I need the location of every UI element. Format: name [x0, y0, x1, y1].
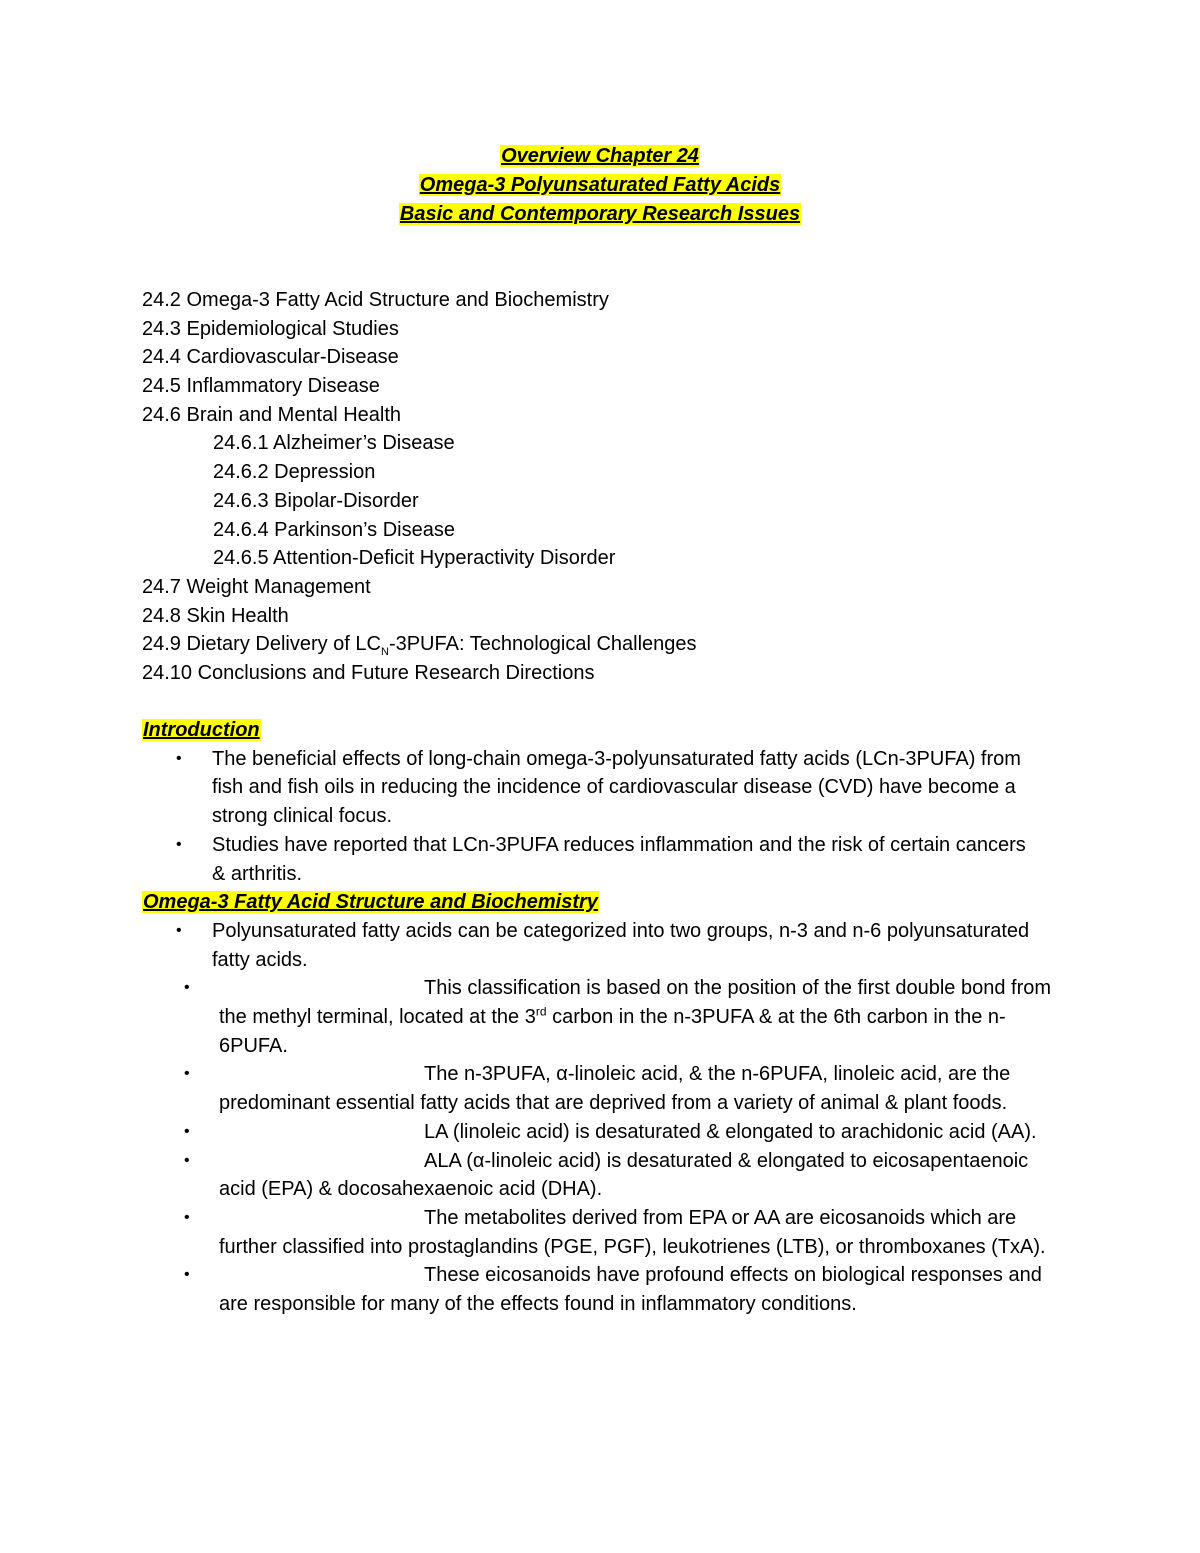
- toc-item-text: -3PUFA: Technological Challenges: [388, 633, 697, 656]
- toc-item: 24.7 Weight Management: [142, 575, 371, 598]
- toc-subitem: 24.6.3 Bipolar-Disorder: [213, 489, 419, 512]
- text-run: This classification is based on the position of the first double bond from the methyl terminal, located at the 3: [219, 977, 1052, 1028]
- toc-item-subscript: N: [380, 646, 389, 659]
- bullet-icon: •: [184, 1122, 190, 1140]
- title-line-1: [0, 142, 1200, 171]
- list-item-text: The metabolites derived from EPA or AA are eicosanoids which are further classified into prostaglandins (PGE, PGF), leukotrienes (LTB), or thromboxanes (TxA).: [219, 1206, 1046, 1258]
- document-body: [142, 716, 1072, 1319]
- document-title-block: [0, 142, 1200, 229]
- title-chapter: Overview Chapter 24: [501, 145, 699, 167]
- section-heading-introduction: [142, 716, 1072, 745]
- list-item: [142, 1060, 1072, 1117]
- text-run: carbon in the n-3PUFA & at the 6th carbon in the n-6PUFA.: [219, 1006, 1006, 1057]
- section-heading-text: Introduction: [143, 719, 260, 741]
- title-line-3: [0, 200, 1200, 229]
- toc-subitem: 24.6.1 Alzheimer’s Disease: [213, 432, 455, 455]
- bullet-icon: •: [184, 1065, 190, 1083]
- bullet-icon: •: [176, 835, 182, 853]
- toc-item: 24.5 Inflammatory Disease: [142, 375, 380, 398]
- list-item: [142, 974, 1072, 1060]
- bullet-icon: •: [184, 1151, 190, 1169]
- toc-item-dietary-delivery: [142, 630, 697, 659]
- toc-item: 24.8 Skin Health: [142, 604, 289, 627]
- title-subtitle: Basic and Contemporary Research Issues: [399, 203, 801, 225]
- list-item: [142, 1147, 1072, 1204]
- toc-item-text: 24.9 Dietary Delivery of LC: [142, 633, 381, 656]
- list-item-text: LA (linoleic acid) is desaturated & elongated to arachidonic acid (AA).: [424, 1120, 1037, 1143]
- list-item-text: Polyunsaturated fatty acids can be categorized into two groups, n-3 and n-6 polyunsaturated fatty acids.: [212, 919, 1030, 971]
- toc-subitem: 24.6.2 Depression: [213, 461, 376, 484]
- toc-item: 24.6 Brain and Mental Health: [142, 403, 402, 426]
- toc-subitem: 24.6.4 Parkinson’s Disease: [213, 518, 455, 541]
- list-item-text: These eicosanoids have profound effects on biological responses and are responsible for many of the effects found in inflammatory conditions.: [219, 1264, 1042, 1316]
- toc-item: 24.4 Cardiovascular-Disease: [142, 346, 399, 369]
- list-item: [142, 917, 1072, 974]
- bullet-icon: •: [184, 1208, 190, 1226]
- superscript: rd: [535, 1004, 547, 1019]
- list-item-text: The n-3PUFA, α-linoleic acid, & the n-6PUFA, linoleic acid, are the predominant essential fatty acids that are deprived from a variety of animal & plant foods.: [219, 1063, 1011, 1115]
- bullet-icon: •: [176, 749, 182, 767]
- list-item-text: Studies have reported that LCn-3PUFA reduces inflammation and the risk of certain cancers & arthritis.: [212, 833, 1026, 885]
- title-topic: Omega-3 Polyunsaturated Fatty Acids: [419, 174, 781, 196]
- list-item: [142, 1261, 1072, 1318]
- table-of-contents: [142, 286, 697, 688]
- list-item-text: The beneficial effects of long-chain omega-3-polyunsaturated fatty acids (LCn-3PUFA) from fish and fish oils in reducing the incidence of cardiovascular disease (CVD) have become a strong clinical focus.: [212, 747, 1021, 828]
- bullet-icon: •: [184, 1266, 190, 1284]
- toc-item: 24.3 Epidemiological Studies: [142, 317, 399, 340]
- toc-item: 24.2 Omega-3 Fatty Acid Structure and Biochemistry: [142, 289, 609, 311]
- list-item: [142, 1118, 1072, 1147]
- bullet-icon: •: [176, 921, 182, 939]
- section-heading-text: Omega-3 Fatty Acid Structure and Biochemistry: [143, 891, 598, 914]
- list-item-text: ALA (α-linoleic acid) is desaturated & elongated to eicosapentaenoic acid (EPA) & docosahexaenoic acid (DHA).: [219, 1149, 1029, 1201]
- toc-subitem: 24.6.5 Attention-Deficit Hyperactivity Disorder: [213, 547, 616, 570]
- bullet-icon: •: [184, 979, 190, 997]
- title-line-2: [0, 171, 1200, 200]
- list-item: [142, 831, 1072, 888]
- section-heading-structure: [142, 888, 1072, 917]
- toc-item: 24.10 Conclusions and Future Research Directions: [142, 661, 595, 684]
- list-item-text: [219, 974, 1069, 1060]
- list-item: [142, 745, 1072, 831]
- list-item: [142, 1204, 1072, 1261]
